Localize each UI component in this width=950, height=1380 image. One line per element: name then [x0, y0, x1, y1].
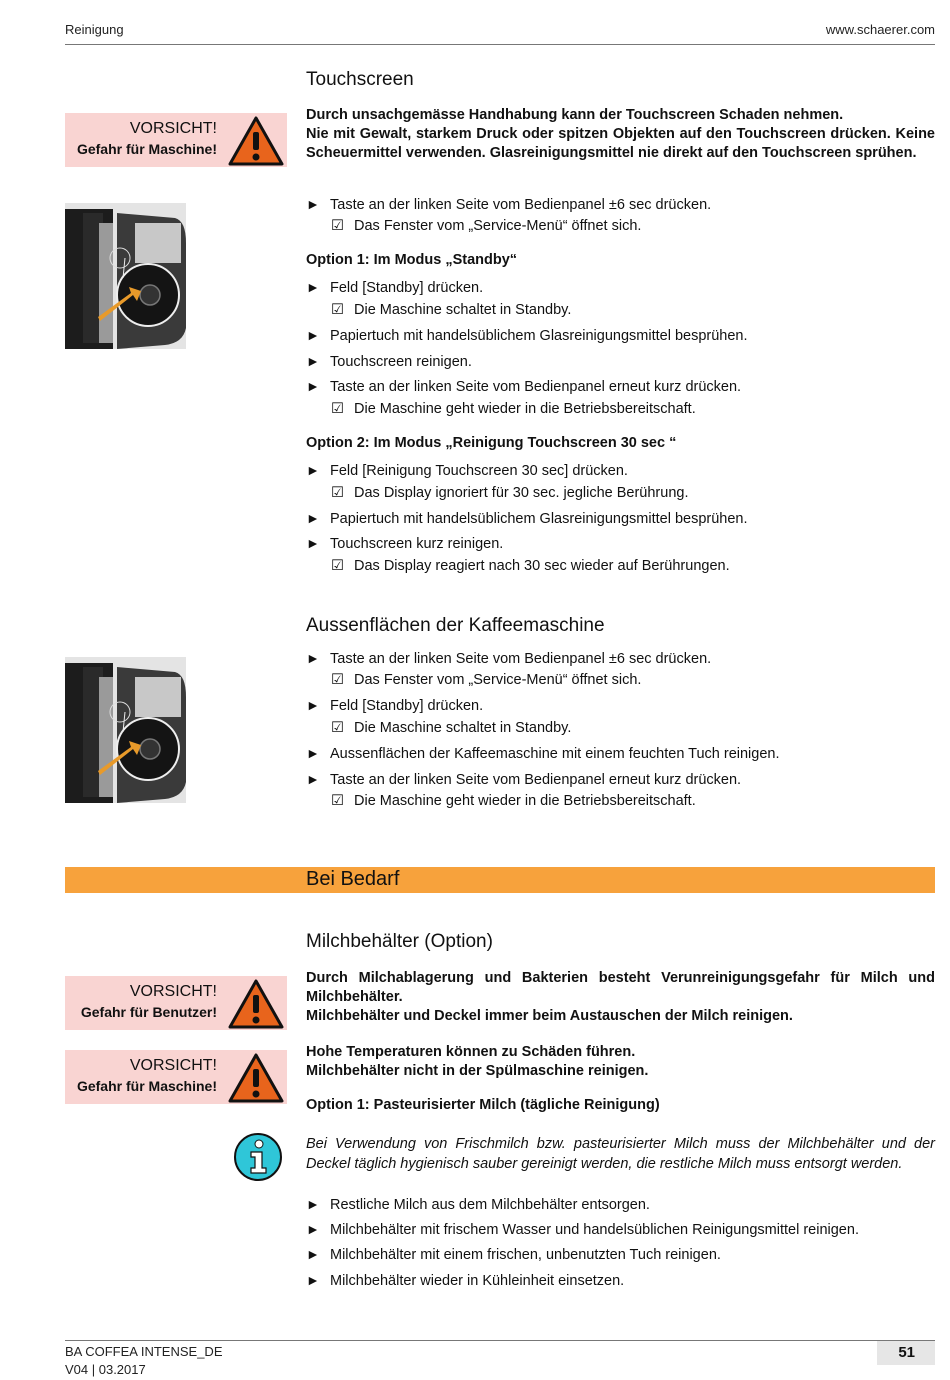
warning-label: VORSICHT! [129, 120, 217, 137]
section-title-milch: Milchbehälter (Option) [306, 931, 493, 952]
step-arrow-icon: ► [306, 510, 320, 526]
step-arrow-icon: ► [306, 745, 320, 761]
step-arrow-icon: ► [306, 1246, 320, 1262]
checkbox-checked-icon: ☑ [331, 401, 344, 417]
step-arrow-icon: ► [306, 650, 320, 666]
step-item: ► Touchscreen kurz reinigen. [306, 535, 504, 552]
step-item: ► Papiertuch mit handelsüblichem Glasreinigungsmittel besprühen. [306, 327, 748, 344]
checkbox-checked-icon: ☑ [331, 302, 344, 318]
option-title: Option 1: Im Modus „Standby“ [306, 252, 518, 268]
warning-box-machine [65, 113, 287, 167]
step-item: ► Taste an der linken Seite vom Bedienpanel ±6 sec drücken. [306, 650, 712, 667]
caution-line: Nie mit Gewalt, starkem Druck oder spitzen Objekten auf den Touchscreen drücken. Keine Scheuermittel verwenden. Glasreinigungsmittel nie direkt auf den Touchscreen sprühen. [306, 126, 935, 161]
step-item: ► Aussenflächen der Kaffeemaschine mit einem feuchten Tuch reinigen. [306, 745, 780, 762]
checkbox-checked-icon: ☑ [331, 218, 344, 234]
step-arrow-icon: ► [306, 1196, 320, 1212]
checkbox-checked-icon: ☑ [331, 485, 344, 501]
footer-version: V04 | 03.2017 [65, 1362, 146, 1377]
header-website[interactable]: www.schaerer.com [825, 22, 935, 37]
step-arrow-icon: ► [306, 196, 320, 212]
caution-text-temperature [306, 1043, 935, 1081]
page-number-box [877, 1341, 935, 1365]
header-section: Reinigung [65, 22, 124, 37]
warning-triangle-icon [227, 978, 285, 1030]
footer-rule [65, 1340, 935, 1341]
machine-panel-photo [65, 657, 186, 803]
machine-panel-photo [65, 203, 186, 349]
warning-label: VORSICHT! [129, 1057, 217, 1074]
step-arrow-icon: ► [306, 279, 320, 295]
step-item: ► Feld [Standby] drücken. [306, 697, 484, 714]
checkbox-checked-icon: ☑ [331, 793, 344, 809]
step-arrow-icon: ► [306, 1272, 320, 1288]
caution-line: Durch unsachgemässe Handhabung kann der Touchscreen Schaden nehmen. [306, 107, 844, 123]
step-item: ► Taste an der linken Seite vom Bedienpanel ±6 sec drücken. [306, 196, 712, 213]
section-title-aussen: Aussenflächen der Kaffeemaschine [306, 615, 605, 636]
warning-triangle-icon [227, 1052, 285, 1104]
step-item: ► Feld [Standby] drücken. [306, 279, 484, 296]
result-item: ☑ Das Fenster vom „Service-Menü“ öffnet sich. [331, 218, 642, 234]
result-item: ☑ Die Maschine geht wieder in die Betriebsbereitschaft. [331, 401, 696, 417]
caution-line: Milchbehälter und Deckel immer beim Austauschen der Milch reinigen. [306, 1008, 793, 1024]
warning-sublabel: Gefahr für Maschine! [76, 1078, 217, 1094]
page-number: 51 [898, 1344, 915, 1361]
step-arrow-icon: ► [306, 1221, 320, 1237]
checkbox-checked-icon: ☑ [331, 672, 344, 688]
caution-line: Milchbehälter nicht in der Spülmaschine reinigen. [306, 1063, 649, 1079]
option-title: Option 2: Im Modus „Reinigung Touchscreen 30 sec “ [306, 435, 677, 451]
footer-doc-name: BA COFFEA INTENSE_DE [65, 1344, 223, 1359]
caution-text-milch [306, 969, 935, 1026]
result-item: ☑ Die Maschine schaltet in Standby. [331, 302, 572, 318]
step-arrow-icon: ► [306, 462, 320, 478]
step-item: ► Milchbehälter mit frischem Wasser und handelsüblichen Reinigungsmittel reinigen. [306, 1221, 859, 1238]
warning-box-machine [65, 1050, 287, 1104]
caution-line: Hohe Temperaturen können zu Schäden führen. [306, 1044, 636, 1060]
step-arrow-icon: ► [306, 535, 320, 551]
warning-triangle-icon [227, 115, 285, 167]
step-item: ► Milchbehälter mit einem frischen, unbenutzten Tuch reinigen. [306, 1246, 721, 1263]
step-item: ► Milchbehälter wieder in Kühleinheit einsetzen. [306, 1272, 625, 1289]
warning-sublabel: Gefahr für Benutzer! [80, 1004, 217, 1020]
step-arrow-icon: ► [306, 697, 320, 713]
header-rule [65, 44, 935, 45]
result-item: ☑ Das Display reagiert nach 30 sec wieder auf Berührungen. [331, 558, 730, 574]
step-arrow-icon: ► [306, 771, 320, 787]
step-item: ► Restliche Milch aus dem Milchbehälter entsorgen. [306, 1196, 650, 1213]
caution-text-touchscreen [306, 106, 935, 163]
chapter-title: Bei Bedarf [306, 868, 400, 890]
caution-line: Durch Milchablagerung und Bakterien besteht Verunreinigungsgefahr für Milch und Milchbehälter. [306, 970, 935, 1005]
result-item: ☑ Das Display ignoriert für 30 sec. jegliche Berührung. [331, 485, 689, 501]
warning-sublabel: Gefahr für Maschine! [76, 141, 217, 157]
chapter-band [65, 867, 935, 893]
step-arrow-icon: ► [306, 327, 320, 343]
result-item: ☑ Das Fenster vom „Service-Menü“ öffnet sich. [331, 672, 642, 688]
step-item: ► Feld [Reinigung Touchscreen 30 sec] drücken. [306, 462, 628, 479]
step-item: ► Taste an der linken Seite vom Bedienpanel erneut kurz drücken. [306, 378, 742, 395]
result-item: ☑ Die Maschine geht wieder in die Betriebsbereitschaft. [331, 793, 696, 809]
info-icon [233, 1132, 283, 1182]
warning-label: VORSICHT! [129, 983, 217, 1000]
step-item: ► Touchscreen reinigen. [306, 353, 472, 370]
section-title-touchscreen: Touchscreen [306, 69, 414, 90]
info-note: Bei Verwendung von Frischmilch bzw. pasteurisierter Milch muss der Milchbehälter und der Deckel täglich hygienisch sauber gereinigt werden, die restliche Milch muss entsorgt werden. [306, 1136, 935, 1172]
option-title: Option 1: Pasteurisierter Milch (tägliche Reinigung) [306, 1097, 660, 1113]
checkbox-checked-icon: ☑ [331, 720, 344, 736]
step-item: ► Taste an der linken Seite vom Bedienpanel erneut kurz drücken. [306, 771, 742, 788]
warning-box-user [65, 976, 287, 1030]
step-arrow-icon: ► [306, 353, 320, 369]
result-item: ☑ Die Maschine schaltet in Standby. [331, 720, 572, 736]
step-item: ► Papiertuch mit handelsüblichem Glasreinigungsmittel besprühen. [306, 510, 748, 527]
step-arrow-icon: ► [306, 378, 320, 394]
checkbox-checked-icon: ☑ [331, 558, 344, 574]
